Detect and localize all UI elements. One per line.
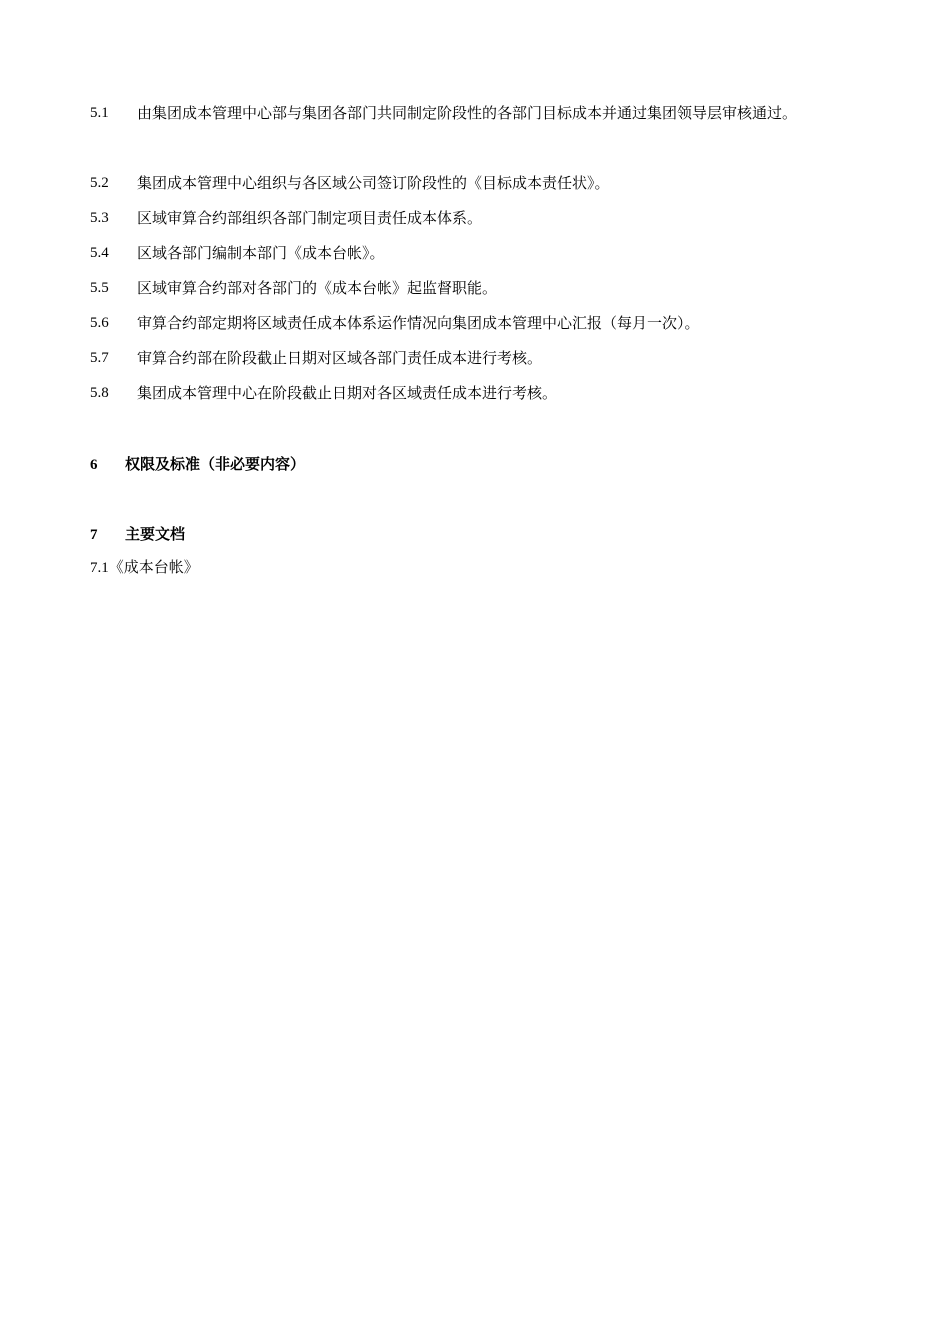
clause-number: 5.4 [90,245,109,261]
clause-text: 区域审算合约部组织各部门制定项目责任成本体系。 [137,209,483,227]
section-title: 权限及标准（非必要内容） [125,455,306,473]
clause-number: 5.1 [90,105,109,121]
clause-number: 5.8 [90,385,109,401]
clause-5-4 [90,236,860,271]
section-heading-6 [90,452,305,477]
item-number: 7.1 [90,560,109,576]
clause-5-5 [90,271,860,306]
clause-5-3 [90,201,860,236]
section-heading-7 [90,522,185,547]
clause-5-6 [90,306,860,341]
clause-number: 5.6 [90,315,109,331]
clause-text: 集团成本管理中心组织与各区域公司签订阶段性的《目标成本责任状》。 [137,174,610,192]
clause-text: 区域各部门编制本部门《成本台帐》。 [137,244,385,262]
clause-text: 审算合约部定期将区域责任成本体系运作情况向集团成本管理中心汇报（每月一次）。 [137,314,700,332]
clause-number: 5.7 [90,350,109,366]
clause-text: 区域审算合约部对各部门的《成本台帐》起监督职能。 [137,279,498,297]
clause-number: 5.3 [90,210,109,226]
clause-text: 集团成本管理中心在阶段截止日期对各区域责任成本进行考核。 [137,384,558,402]
clause-5-8 [90,376,860,411]
clause-5-2 [90,166,860,201]
clause-text: 审算合约部在阶段截止日期对区域各部门责任成本进行考核。 [137,349,543,367]
clause-5-1 [90,96,860,131]
item-text: 《成本台帐》 [108,558,199,576]
section-number: 6 [90,457,98,473]
clause-text: 由集团成本管理中心部与集团各部门共同制定阶段性的各部门目标成本并通过集团领导层审核通过。 [137,104,798,122]
clause-number: 5.2 [90,175,109,191]
section-number: 7 [90,527,98,543]
document-item-7-1 [90,555,199,580]
clause-5-7 [90,341,860,376]
section-title: 主要文档 [125,525,186,543]
clause-number: 5.5 [90,280,109,296]
